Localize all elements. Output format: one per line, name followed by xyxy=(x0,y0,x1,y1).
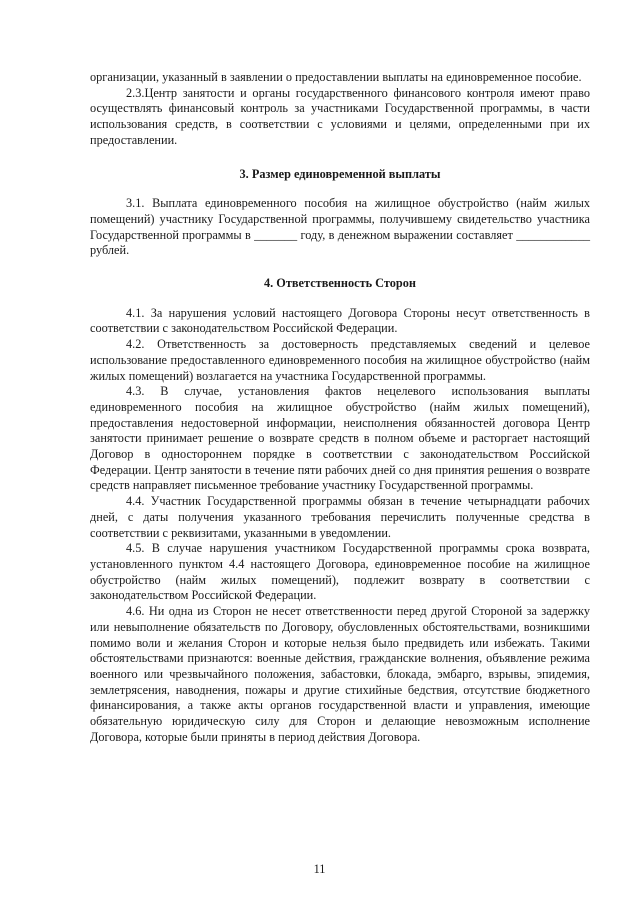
section-4-heading: 4. Ответственность Сторон xyxy=(264,276,416,291)
section-3-heading: 3. Размер единовременной выплаты xyxy=(239,166,441,181)
paragraph-4-2: 4.2. Ответственность за достоверность представляемых сведений и целевое использование предоставленного единовременного пособия на жилищное обустройство (найм жилых помещений) возлагается на участника Государственной программы. xyxy=(90,337,590,383)
paragraph-2-3: 2.3.Центр занятости и органы государственного финансового контроля имеют право осуществлять финансовый контроль за участниками Государственной программы, в части использования средств, в соответствии с условиями и целями, определенными при их предоставлении. xyxy=(90,85,590,147)
page-number: 11 xyxy=(313,862,326,876)
paragraph-3-1: 3.1. Выплата единовременного пособия на жилищное обустройство (найм жилых помещений) участнику Государственной программы, получившему свидетельство участника Государственной программы в _______ году, в денежном выражении составляет ____________ рублей. xyxy=(90,196,590,258)
paragraph-4-1: 4.1. За нарушения условий настоящего Договора Стороны несут ответственность в соответствии с законодательством Российской Федерации. xyxy=(90,305,590,336)
paragraph-4-5: 4.5. В случае нарушения участником Государственной программы срока возврата, установленного пунктом 4.4 настоящего Договора, единовременное пособие на жилищное обустройство (найм жилых помещений), подлежит возврату в соответствии с законодательством Российской Федерации. xyxy=(90,541,590,603)
paragraph-4-4: 4.4. Участник Государственной программы обязан в течение четырнадцати рабочих дней, с даты получения указанного требования перечислить полученные средства в соответствии с реквизитами, указанными в уведомлении. xyxy=(90,494,590,540)
paragraph-2-2-continuation: организации, указанный в заявлении о предоставлении выплаты на единовременное пособие. xyxy=(90,70,582,84)
paragraph-4-6: 4.6. Ни одна из Сторон не несет ответственности перед другой Стороной за задержку или невыполнение обязательств по Договору, обусловленных обстоятельствами, возникшими помимо воли и желания Сторон и которые нельзя было предвидеть или избежать. Такими обстоятельствами признаются: военные действия, гражданские волнения, объявление режима военного или чрезвычайного положения, забастовки, блокада, эмбарго, взрывы, эпидемия, землетрясения, наводнения, пожары и другие стихийные бедствия, отсутствие бюджетного финансирования, а также акты органов государственной власти и управления, имеющие обязательную юридическую силу для Сторон и делающие невозможным исполнение Договора, которые были приняты в период действия Договора. xyxy=(90,604,590,744)
paragraph-4-3: 4.3. В случае, установления фактов нецелевого использования выплаты единовременного пособия на жилищное обустройство (найм жилых помещений), предоставления недостоверной информации, неисполнения обязанностей договора Центр занятости принимает решение о возврате средств в полном объеме и расторгает настоящий Договор в одностороннем порядке в соответствии с законодательством Российской Федерации. Центр занятости в течение пяти рабочих дней со дня принятия решения о возврате средств направляет письменное требование участнику Государственной программы. xyxy=(90,384,590,493)
document-body xyxy=(90,70,590,745)
